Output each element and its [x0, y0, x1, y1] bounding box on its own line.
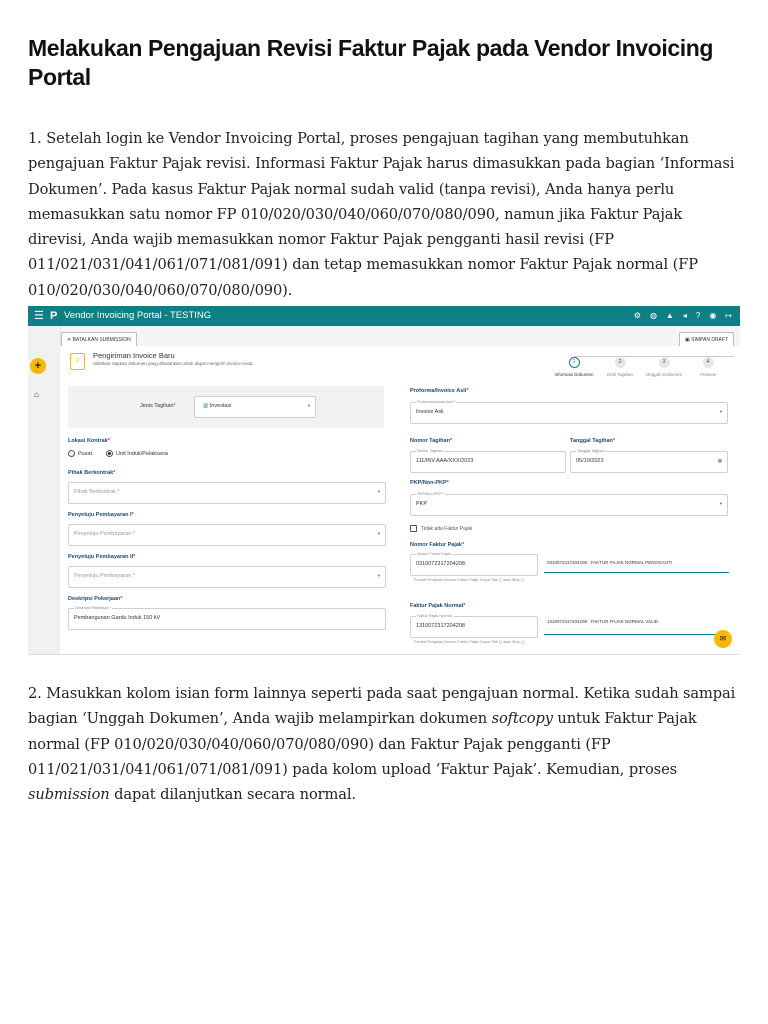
- logo-icon: P: [50, 310, 58, 322]
- calendar-icon[interactable]: ▦: [717, 458, 722, 463]
- menu-icon[interactable]: ☰: [34, 310, 44, 322]
- app-topbar: [28, 306, 740, 326]
- instruction-step-2: 2. Masukkan kolom isian form lainnya seperti pada saat pengajuan normal. Ketika sudah sampai bagian ‘Unggah Dokumen’, Anda wajib melampirkan dokumen softcopy untuk Faktur Pajak normal (FP 010/020/030/040/060/070/080/090) dan Faktur Pajak pengganti (FP 011/021/031/041/061/071/081/091) pada kolom upload ‘Faktur Pajak’. Kemudian, proses submission dapat dilanjutkan secara normal.: [28, 685, 736, 804]
- penyetuju-2-label: Penyetuju Pembayaran II*: [68, 554, 136, 560]
- chevron-down-icon: ▾: [719, 501, 722, 506]
- step-preview[interactable]: 4 Preview: [699, 359, 716, 377]
- nomor-faktur-pajak-status: 0310072317204208 : FAKTUR PAJAK NORMAL PENGGANTI: [544, 554, 729, 573]
- chat-icon[interactable]: ✉: [714, 630, 732, 648]
- form-title: Pengiriman Invoice Baru: [93, 351, 175, 360]
- nomor-tagihan-label: Nomor Tagihan*: [410, 438, 453, 444]
- cancel-submission-button[interactable]: ✕ BATALKAN SUBMISSION: [61, 332, 137, 348]
- jenis-tagihan-value: ▥ Investasi: [203, 403, 232, 409]
- help-icon[interactable]: ?: [695, 311, 701, 320]
- invoice-form-card: [60, 346, 740, 655]
- account-icon[interactable]: ◉: [709, 311, 717, 320]
- tidak-ada-faktur-pajak-checkbox[interactable]: Tidak ada Faktur Pajak: [410, 525, 472, 532]
- nomor-faktur-pajak-input[interactable]: Nomor Faktur Pajak 0310072317204208: [410, 554, 538, 576]
- tanggal-tagihan-input[interactable]: Tanggal Tagihan 05/10/2023 ▦: [570, 451, 728, 473]
- pihak-berkontrak-select[interactable]: Pihak Berkontrak * ▾: [68, 482, 386, 504]
- jenis-tagihan-label: Jenis Tagihan*: [140, 403, 176, 409]
- faktur-pajak-normal-input[interactable]: Faktur Pajak Normal 1310072317204208: [410, 616, 538, 638]
- penyetuju-1-select[interactable]: Penyetuju Pembayaran * ▾: [68, 524, 386, 546]
- app-screenshot: [28, 306, 740, 655]
- faktur-pajak-normal-label: Faktur Pajak Normal*: [410, 603, 466, 609]
- tanggal-tagihan-label: Tanggal Tagihan*: [570, 438, 616, 444]
- language-icon[interactable]: ◍: [649, 311, 657, 320]
- proforma-label: Proforma/Invoice Asli*: [410, 388, 469, 394]
- building-icon: ▥: [203, 403, 209, 409]
- logout-icon[interactable]: ↦: [725, 311, 732, 320]
- penyetuju-2-select[interactable]: Penyetuju Pembayaran * ▾: [68, 566, 386, 588]
- bell-icon[interactable]: ▲: [665, 311, 674, 320]
- home-icon[interactable]: ⌂: [34, 390, 39, 399]
- proforma-select[interactable]: Proforma/Invoice Asli * Invoice Asli ▾: [410, 402, 728, 424]
- form-subtitle: Silahkan siapkan dokumen yang dibutuhkan untuk dapat mengirim invoice Anda: [93, 361, 253, 366]
- faktur-pajak-normal-hint: Format Pengisian Nomor Faktur Pajak Tanpa Titik (.) atau Strip (-): [414, 640, 525, 644]
- article-title: Melakukan Pengajuan Revisi Faktur Pajak pada Vendor Invoicing Portal: [28, 35, 713, 90]
- chevron-down-icon: ▾: [719, 409, 722, 414]
- step-informasi-dokumen[interactable]: 1 Informasi Dokumen: [554, 359, 594, 377]
- jenis-tagihan-select[interactable]: [194, 396, 316, 418]
- topbar-icons: [634, 310, 732, 322]
- nomor-faktur-pajak-hint: Format Pengisian Nomor Faktur Pajak Tanpa Titik (.) atau Strip (-): [414, 578, 525, 582]
- lokasi-kontrak-label: Lokasi Kontrak*: [68, 438, 110, 444]
- nomor-faktur-pajak-label: Nomor Faktur Pajak*: [410, 542, 465, 548]
- stepper: [554, 350, 740, 377]
- settings-icon[interactable]: ⚙: [633, 311, 641, 320]
- chevron-down-icon: ▾: [377, 573, 380, 578]
- campaign-icon[interactable]: ◂: [682, 311, 687, 320]
- jenis-tagihan-panel: [68, 386, 384, 428]
- pkp-select[interactable]: PKP/Non-PKP * PKP ▾: [410, 494, 728, 516]
- nomor-tagihan-input[interactable]: Nomor Tagihan 111/INV.AAA/XXX/2023: [410, 451, 566, 473]
- app-title: Vendor Invoicing Portal - TESTING: [64, 310, 212, 321]
- chevron-down-icon: ▾: [307, 403, 310, 408]
- pihak-berkontrak-label: Pihak Berkontrak*: [68, 470, 116, 476]
- chevron-down-icon: ▾: [377, 489, 380, 494]
- document-icon: ≡: [70, 353, 85, 370]
- step-detil-tagihan[interactable]: 2 Detil Tagihan: [607, 359, 633, 377]
- save-draft-button[interactable]: ▣ SIMPAN DRAFT: [679, 332, 734, 348]
- step-unggah-dokumen[interactable]: 3 Unggah Dokumen: [645, 359, 683, 377]
- chevron-down-icon: ▾: [377, 531, 380, 536]
- add-icon[interactable]: +: [30, 358, 46, 374]
- deskripsi-pekerjaan-label: Deskripsi Pekerjaan*: [68, 596, 123, 602]
- side-rail: [28, 326, 61, 654]
- radio-unit-induk[interactable]: Unit Induk/Pelaksana: [106, 450, 168, 457]
- deskripsi-pekerjaan-input[interactable]: Deskripsi Pekerjaan * Pembangunan Gardu Induk 150 kV: [68, 608, 386, 630]
- penyetuju-1-label: Penyetuju Pembayaran I*: [68, 512, 134, 518]
- instruction-step-1: 1. Setelah login ke Vendor Invoicing Portal, proses pengajuan tagihan yang membutuhkan pengajuan Faktur Pajak revisi. Informasi Faktur Pajak harus dimasukkan pada bagian ‘Informasi Dokumen’. Pada kasus Faktur Pajak normal sudah valid (tanpa revisi), Anda hanya perlu memasukkan satu nomor FP 010/020/030/040/060/070/080/090, namun jika Faktur Pajak direvisi, Anda wajib memasukkan nomor Faktur Pajak pengganti hasil revisi (FP 011/021/031/041/061/071/081/091) dan tetap memasukkan nomor Faktur Pajak normal (FP 010/020/030/040/060/070/080/090).: [28, 130, 735, 299]
- pkp-label: PKP/Non-PKP*: [410, 480, 449, 486]
- faktur-pajak-normal-status: 1310072317204208 : FAKTUR PAJAK NORMAL VALID: [544, 616, 729, 635]
- radio-pusat[interactable]: Pusat: [68, 450, 92, 457]
